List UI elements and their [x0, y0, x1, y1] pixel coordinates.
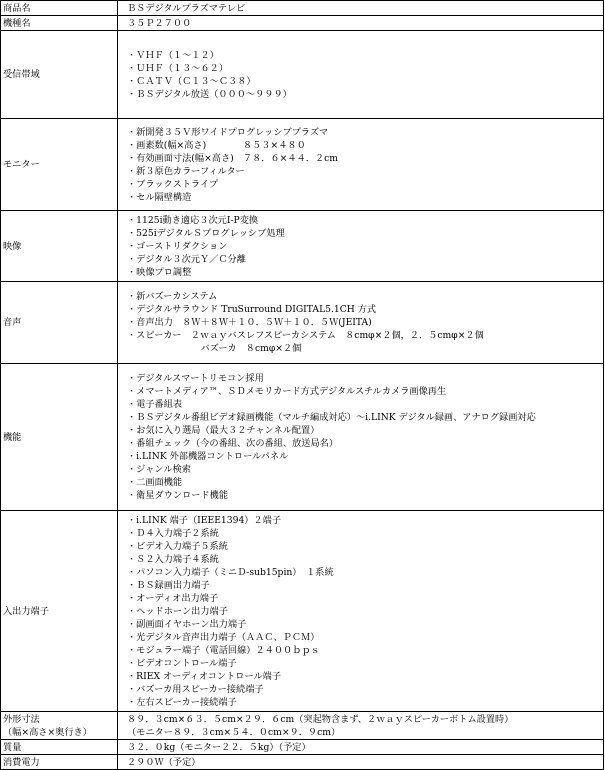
spec-label: 受信帯域	[3, 69, 40, 80]
spec-value-line: ・バズーカ用スピーカー接続端子	[127, 683, 264, 695]
spec-label: モニター	[3, 159, 40, 170]
spec-value-line: ・メマートメディア™、ＳＤメモリカード方式デジタルスチルカメラ画像再生	[127, 386, 447, 397]
spec-value-line: ・ＢＳ録画出力端子	[127, 579, 210, 591]
spec-value-line: ・ＢＳデジタル番組ビデオ録画機能（マルチ編成対応）～i.LINK デジタル録画、アナログ録画対応	[127, 412, 536, 423]
spec-value-line: ・525iデジタルＳプログレッシブ処理	[127, 227, 285, 239]
spec-value-line: ・デジタル３次元Ｙ／Ｃ分離	[127, 253, 246, 265]
spec-label: 質量	[3, 741, 22, 753]
spec-value-line: バズーカ ８cmφ×２個	[127, 343, 302, 354]
spec-value-line: ・音声出力 ８Ｗ＋８Ｗ＋１０．５Ｗ＋１０．５Ｗ(JEITA)	[127, 317, 372, 328]
spec-value-line: ３２．０kg（モニター２２．５kg）（予定）	[127, 741, 311, 753]
spec-value-line: ・RIEX オーディオコントロール端子	[127, 670, 282, 682]
spec-value-line: ・お気に入り選局（最大３２チャンネル配置）	[127, 425, 320, 436]
spec-value-cell	[118, 282, 604, 364]
spec-value-line: ・ＣＡＴＶ（Ｃ１３～Ｃ３８）	[127, 75, 256, 87]
spec-value-cell	[118, 119, 604, 211]
spec-value-line: ・Ｄ４入力端子２系統	[127, 527, 219, 539]
spec-value-line: ・セル隔壁構造	[127, 191, 192, 203]
spec-label: （幅×高さ×奥行き）	[3, 726, 92, 738]
spec-label: 機種名	[3, 17, 31, 29]
spec-label-cell	[1, 31, 118, 119]
spec-value-line: ＢＳデジタルプラズマテレビ	[127, 2, 246, 14]
spec-value-line: ・画素数(幅×高さ) ８５３×４８０	[127, 139, 306, 151]
spec-label: 商品名	[3, 2, 31, 14]
spec-value-cell	[118, 511, 604, 712]
spec-value-line: ２９０Ｗ（予定）	[127, 756, 201, 768]
spec-label-cell	[1, 1, 118, 16]
spec-value-line: ８９．３cm×６３．５cm×２９．６cm（突起物含まず、２ｗａｙスピーカーボトム設置時）	[127, 713, 514, 725]
spec-row	[1, 16, 604, 31]
spec-value-line: ・ＶＨＦ（１～１２）	[127, 49, 219, 61]
spec-label: 機能	[3, 431, 22, 443]
spec-value-cell	[118, 740, 604, 755]
spec-value-line: ・ゴーストリダクション	[127, 240, 228, 252]
spec-value-line: ・デジタルサラウンド TruSurround DIGITAL5.1CH 方式	[127, 304, 377, 315]
spec-label: 入出力端子	[3, 605, 49, 617]
spec-value-line: ３５Ｐ２７００	[127, 17, 192, 29]
spec-value-line: ・Ｓ２入力端子４系統	[127, 553, 219, 565]
spec-row	[1, 712, 604, 740]
spec-value-cell	[118, 211, 604, 282]
spec-value-line: ・スピーカー ２ｗａｙバスレフスピーカシステム ８cmφ×２個，２．５cmφ×２個	[127, 330, 484, 341]
spec-row	[1, 511, 604, 712]
spec-value-cell	[118, 1, 604, 16]
spec-value-line: ・電子番組表	[127, 399, 183, 410]
spec-value-cell	[118, 364, 604, 511]
spec-value-line: ・衛星ダウンロード機能	[127, 490, 229, 501]
spec-value-line: ・i.LINK 外部機器コントロールパネル	[127, 451, 289, 462]
spec-value-line: ・新バズーカシステム	[127, 291, 218, 302]
spec-value-line: ・副画面イヤホーン出力端子	[127, 618, 247, 630]
spec-label-cell	[1, 364, 118, 511]
spec-value-line: ・新３原色カラーフィルター	[127, 165, 245, 177]
spec-value-line: ・新開発３５Ｖ形ワイドプログレッシブプラズマ	[127, 126, 329, 138]
spec-row	[1, 1, 604, 16]
spec-value-line: ・デジタルスマートリモコン採用	[127, 373, 264, 384]
spec-value-line: ・有効画面寸法(幅×高さ) ７８．６×４４．２cm	[127, 152, 338, 164]
spec-label-cell	[1, 16, 118, 31]
spec-value-line: ・i.LINK 端子（IEEE1394）２端子	[127, 514, 282, 526]
spec-label-cell	[1, 511, 118, 712]
spec-value-line: ・オーディオ出力端子	[127, 592, 219, 604]
spec-label-cell	[1, 211, 118, 282]
spec-label: 外形寸法	[3, 713, 40, 725]
spec-label-cell	[1, 282, 118, 364]
spec-value-line: （モニター８９．３cm×５４．０cm×９．９cm）	[127, 726, 341, 738]
spec-value-line: ・光デジタル音声出力端子（ＡＡＣ、ＰＣＭ）	[127, 631, 320, 643]
spec-value-line: ・ブラックストライプ	[127, 178, 219, 190]
spec-value-line: ・ビデオコントロール端子	[127, 657, 237, 669]
spec-row	[1, 211, 604, 282]
spec-value-line: ・二画面機能	[127, 477, 183, 488]
spec-row	[1, 282, 604, 364]
spec-value-cell	[118, 16, 604, 31]
spec-label-cell	[1, 755, 118, 770]
spec-row	[1, 31, 604, 119]
spec-row	[1, 740, 604, 755]
spec-value-line: ・ヘッドホーン出力端子	[127, 605, 228, 617]
spec-value-line: ・1125i動き適応３次元I-P変換	[127, 214, 259, 226]
spec-value-line: ・番組チェック（今の番組、次の番組、放送局名）	[127, 438, 339, 449]
spec-label-cell	[1, 740, 118, 755]
spec-value-cell	[118, 755, 604, 770]
spec-value-line: ・パソコン入力端子（ミニＤ-sub15pin） １系統	[127, 566, 334, 578]
spec-value-line: ・ＵＨＦ（１３～６２）	[127, 62, 229, 74]
spec-value-line: ・左右スピーカー接続端子	[127, 696, 237, 708]
spec-label: 映像	[3, 240, 22, 252]
spec-value-line: ・ジャンル検索	[127, 464, 191, 475]
spec-label: 消費電力	[3, 756, 40, 768]
spec-value-line: ・映像プロ調整	[127, 266, 192, 278]
spec-row	[1, 755, 604, 770]
spec-value-cell	[118, 712, 604, 740]
spec-row	[1, 119, 604, 211]
spec-label-cell	[1, 712, 118, 740]
spec-value-cell	[118, 31, 604, 119]
spec-row	[1, 364, 604, 511]
spec-label-cell	[1, 119, 118, 211]
spec-value-line: ・ビデオ入力端子５系統	[127, 540, 228, 552]
spec-value-line: ・モジュラー端子（電話回線）２４００ｂｐｓ	[127, 644, 320, 656]
spec-value-line: ・ＢＳデジタル放送（０００～９９９）	[127, 88, 292, 100]
spec-label: 音声	[3, 317, 22, 328]
